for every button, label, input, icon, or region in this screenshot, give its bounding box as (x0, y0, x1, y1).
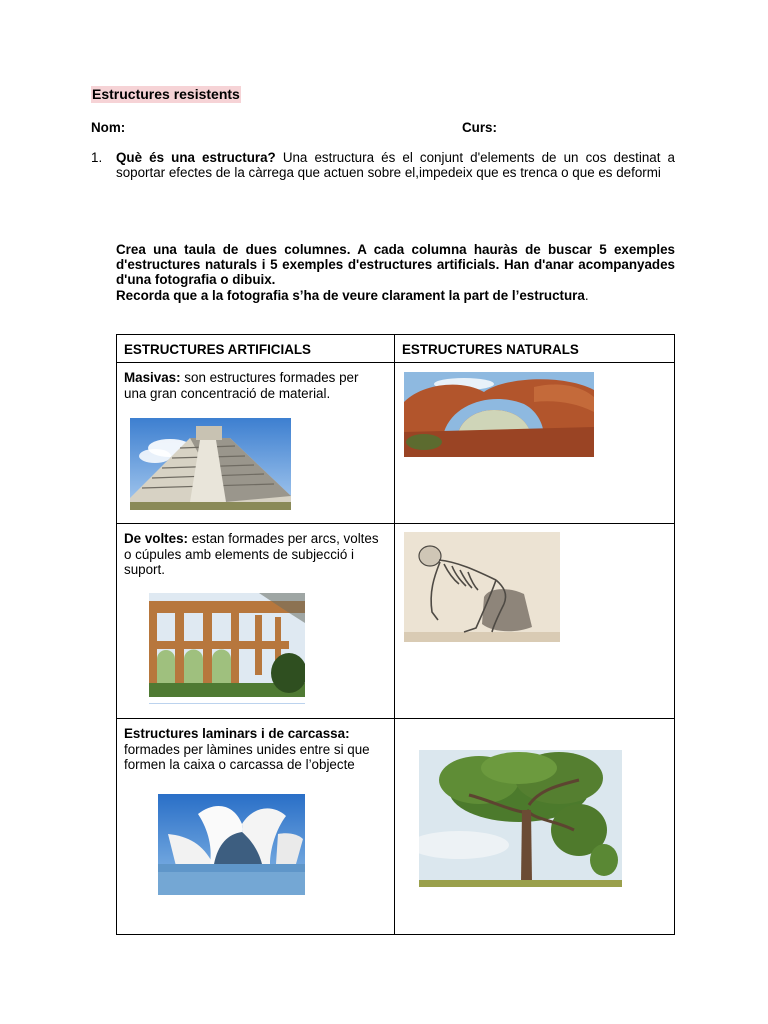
instructions (116, 242, 675, 303)
cell-artificial-masivas (117, 363, 395, 524)
instructions-line2 (116, 288, 675, 303)
table-row (117, 719, 675, 935)
cell-artificial-voltes (117, 524, 395, 719)
question-body: Una estructura és el conjunt d'elements de un cos destinat a soportar efectes de la càrrega que actuen sobre el,impedeix que es trenca o que es deformi (116, 150, 675, 180)
image-caption-line (149, 703, 305, 704)
row-label: De voltes: (124, 531, 188, 546)
curs-label: Curs: (462, 120, 497, 135)
rock-arch-image (404, 372, 594, 457)
cell-artificial-laminars (117, 719, 395, 935)
cell-description (124, 370, 379, 401)
cell-natural-tree (395, 719, 675, 935)
tree-image (419, 750, 622, 887)
instructions-line2-period: . (584, 287, 589, 303)
nom-label: Nom: (91, 120, 126, 135)
column-header-natural: ESTRUCTURES NATURALS (395, 335, 675, 363)
row-description: estan formades per arcs, voltes o cúpules amb elements de subjecció i suport. (124, 531, 379, 577)
question-text (116, 150, 675, 180)
cell-natural-skeleton (395, 524, 675, 719)
row-label: Masivas: (124, 370, 181, 385)
document-title: Estructures resistents (92, 86, 240, 102)
aqueduct-image (149, 593, 305, 697)
skeleton-image (404, 532, 560, 642)
cell-description (124, 726, 379, 773)
row-label: Estructures laminars i de carcassa: (124, 726, 350, 741)
shell-building-image (158, 794, 305, 895)
cell-description (124, 531, 379, 578)
instructions-line1: Crea una taula de dues columnes. A cada columna hauràs de buscar 5 exemples d'estructures naturals i 5 exemples d'estructures artificials. Han d'anar acompanyades d'una fotografia o dibuix. (116, 242, 675, 288)
row-description: formades per làmines unides entre si que formen la caixa o carcassa de l’objecte (124, 741, 370, 772)
question-number: 1. (91, 150, 103, 165)
structures-table (116, 334, 675, 935)
column-header-artificial: ESTRUCTURES ARTIFICIALS (117, 335, 395, 363)
instructions-line2-text: Recorda que a la fotografia s’ha de veure clarament la part de l’estructura (116, 287, 585, 303)
table-row (117, 363, 675, 524)
cell-natural-arch (395, 363, 675, 524)
table-header-row (117, 335, 675, 363)
step-pyramid-image (130, 418, 291, 510)
row-description: son estructures formades per una gran concentració de material. (124, 370, 359, 401)
question-lead: Què és una estructura? (116, 150, 276, 165)
table-row (117, 524, 675, 719)
